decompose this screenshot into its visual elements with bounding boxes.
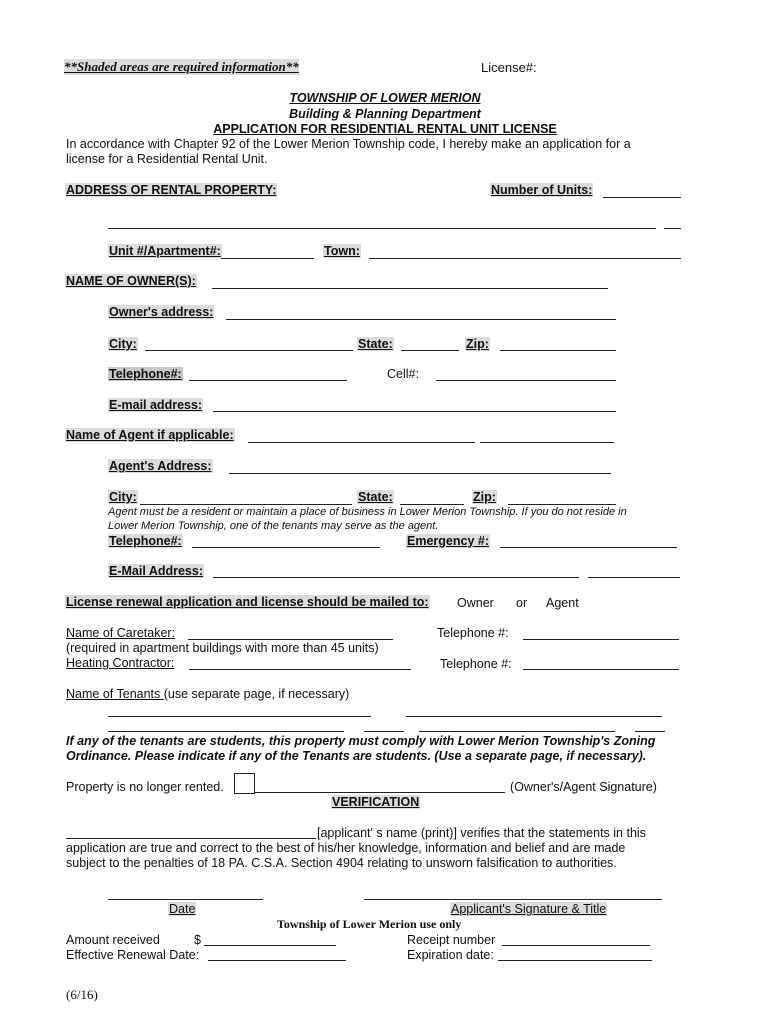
agent-note-line-1: Agent must be a resident or maintain a place of business in Lower Merion Township. If you do not reside in	[108, 506, 627, 518]
department-title: Building & Planning Department	[289, 107, 481, 121]
caretaker-telephone-label: Telephone #:	[437, 626, 509, 640]
verification-line-1: [applicant' s name (print)] verifies that the statements in this	[317, 826, 646, 840]
applicant-signature-field[interactable]	[364, 899, 662, 900]
tenant-field-4[interactable]	[364, 731, 404, 732]
caretaker-note: (required in apartment buildings with more than 45 units)	[66, 641, 379, 655]
owner-name-label: NAME OF OWNER(S):	[66, 274, 196, 288]
owner-state-label: State:	[358, 337, 393, 351]
owner-email-label: E-mail address:	[109, 398, 203, 412]
tenants-label: Name of Tenants	[66, 687, 164, 701]
tenant-field-6[interactable]	[635, 731, 665, 732]
agent-state-label: State:	[358, 490, 393, 504]
date-field[interactable]	[108, 899, 263, 900]
unit-label: Unit #/Apartment#:	[109, 244, 221, 258]
agent-note-line-2: Lower Merion Township, one of the tenants may serve as the agent.	[108, 520, 439, 532]
agent-name-label: Name of Agent if applicable:	[66, 428, 234, 442]
agent-email-label: E-Mail Address:	[109, 564, 204, 578]
town-field[interactable]	[369, 258, 681, 259]
agent-state-field[interactable]	[400, 504, 464, 505]
owner-city-label: City:	[109, 337, 137, 351]
renewal-date-field[interactable]	[208, 960, 346, 961]
owner-agent-signature-label: (Owner's/Agent Signature)	[510, 780, 657, 794]
agent-address-field[interactable]	[229, 473, 611, 474]
verification-line-3: subject to the penalties of 18 PA. C.S.A. Section 4904 relating to unsworn falsification to authorities.	[66, 856, 617, 870]
required-note: **Shaded areas are required information**	[64, 59, 299, 74]
units-label: Number of Units:	[491, 183, 593, 197]
owner-address-field[interactable]	[226, 319, 616, 320]
verification-line-2: application are true and correct to the best of his/her knowledge, information and belief and are made	[66, 841, 626, 855]
agent-emergency-label: Emergency #:	[407, 534, 489, 548]
agent-name-field[interactable]	[248, 442, 475, 443]
agent-name-field-2[interactable]	[480, 442, 614, 443]
date-label: Date	[169, 902, 196, 916]
receipt-label: Receipt number	[407, 933, 496, 947]
heating-telephone-field[interactable]	[523, 669, 679, 670]
agent-telephone-label: Telephone#:	[109, 534, 182, 548]
agent-zip-field[interactable]	[508, 504, 616, 505]
office-use-heading: Township of Lower Merion use only	[277, 917, 462, 931]
intro-line-1: In accordance with Chapter 92 of the Lower Merion Township code, I hereby make an application for a	[66, 137, 631, 151]
agent-email-field-2[interactable]	[588, 577, 680, 578]
amount-label: Amount received	[66, 933, 160, 947]
owner-telephone-field[interactable]	[189, 380, 347, 381]
tenant-field-1[interactable]	[108, 716, 371, 717]
mail-to-owner[interactable]: Owner	[457, 596, 494, 610]
unit-field[interactable]	[221, 258, 314, 259]
address-field-end[interactable]	[664, 228, 681, 229]
owner-name-field[interactable]	[212, 288, 608, 289]
caretaker-label: Name of Caretaker:	[66, 626, 176, 640]
owner-cell-field[interactable]	[436, 380, 616, 381]
agent-emergency-field[interactable]	[500, 547, 677, 548]
agent-zip-label: Zip:	[473, 490, 496, 504]
mailing-label: License renewal application and license should be mailed to:	[66, 595, 429, 609]
tenants-heading	[66, 687, 349, 701]
expiration-date-field[interactable]	[498, 960, 652, 961]
verification-heading: VERIFICATION	[332, 795, 420, 809]
address-label: ADDRESS OF RENTAL PROPERTY:	[66, 183, 277, 197]
agent-email-field[interactable]	[213, 577, 579, 578]
owner-agent-signature-field[interactable]	[254, 792, 505, 793]
caretaker-field[interactable]	[188, 639, 393, 640]
expiration-date-label: Expiration date:	[407, 948, 494, 962]
application-title: APPLICATION FOR RESIDENTIAL RENTAL UNIT LICENSE	[213, 122, 557, 136]
heating-field[interactable]	[189, 669, 411, 670]
town-label: Town:	[324, 244, 360, 258]
mail-to-agent[interactable]: Agent	[546, 596, 579, 610]
not-rented-label: Property is no longer rented.	[66, 780, 224, 794]
owner-email-field[interactable]	[213, 411, 616, 412]
agent-address-label: Agent's Address:	[109, 459, 212, 473]
owner-zip-label: Zip:	[466, 337, 489, 351]
applicant-name-field[interactable]	[66, 838, 316, 839]
mail-or: or	[516, 596, 528, 610]
license-label: License#:	[481, 60, 537, 75]
owner-zip-field[interactable]	[500, 350, 616, 351]
agent-city-field[interactable]	[140, 504, 352, 505]
tenant-field-2[interactable]	[406, 716, 662, 717]
students-line-1: If any of the tenants are students, this property must comply with Lower Merion Township's Zoning	[66, 734, 656, 748]
dollar-sign: $	[194, 933, 201, 947]
renewal-date-label: Effective Renewal Date:	[66, 948, 200, 962]
not-rented-checkbox[interactable]	[234, 773, 255, 794]
address-field[interactable]	[108, 228, 656, 229]
owner-state-field[interactable]	[401, 350, 459, 351]
township-title: TOWNSHIP OF LOWER MERION	[289, 91, 481, 105]
tenants-note: (use separate page, if necessary)	[163, 687, 350, 701]
caretaker-telephone-field[interactable]	[523, 639, 679, 640]
owner-telephone-label: Telephone#:	[109, 367, 182, 381]
owner-city-field[interactable]	[145, 350, 353, 351]
tenant-field-3[interactable]	[108, 731, 344, 732]
applicant-signature-label: Applicant's Signature & Title	[451, 902, 607, 916]
intro-line-2: license for a Residential Rental Unit.	[66, 152, 268, 166]
owner-cell-label: Cell#:	[387, 367, 419, 381]
heating-label: Heating Contractor:	[66, 656, 175, 670]
revision-label: (6/16)	[66, 987, 98, 1002]
agent-telephone-field[interactable]	[192, 547, 380, 548]
units-field[interactable]	[603, 197, 681, 198]
receipt-field[interactable]	[502, 945, 650, 946]
tenant-field-5[interactable]	[419, 731, 615, 732]
agent-city-label: City:	[109, 490, 137, 504]
owner-address-label: Owner's address:	[109, 305, 214, 319]
heating-telephone-label: Telephone #:	[440, 657, 512, 671]
students-line-2: Ordinance. Please indicate if any of the Tenants are students. (Use a separate page, if necessary).	[66, 749, 647, 763]
amount-field[interactable]	[204, 945, 336, 946]
